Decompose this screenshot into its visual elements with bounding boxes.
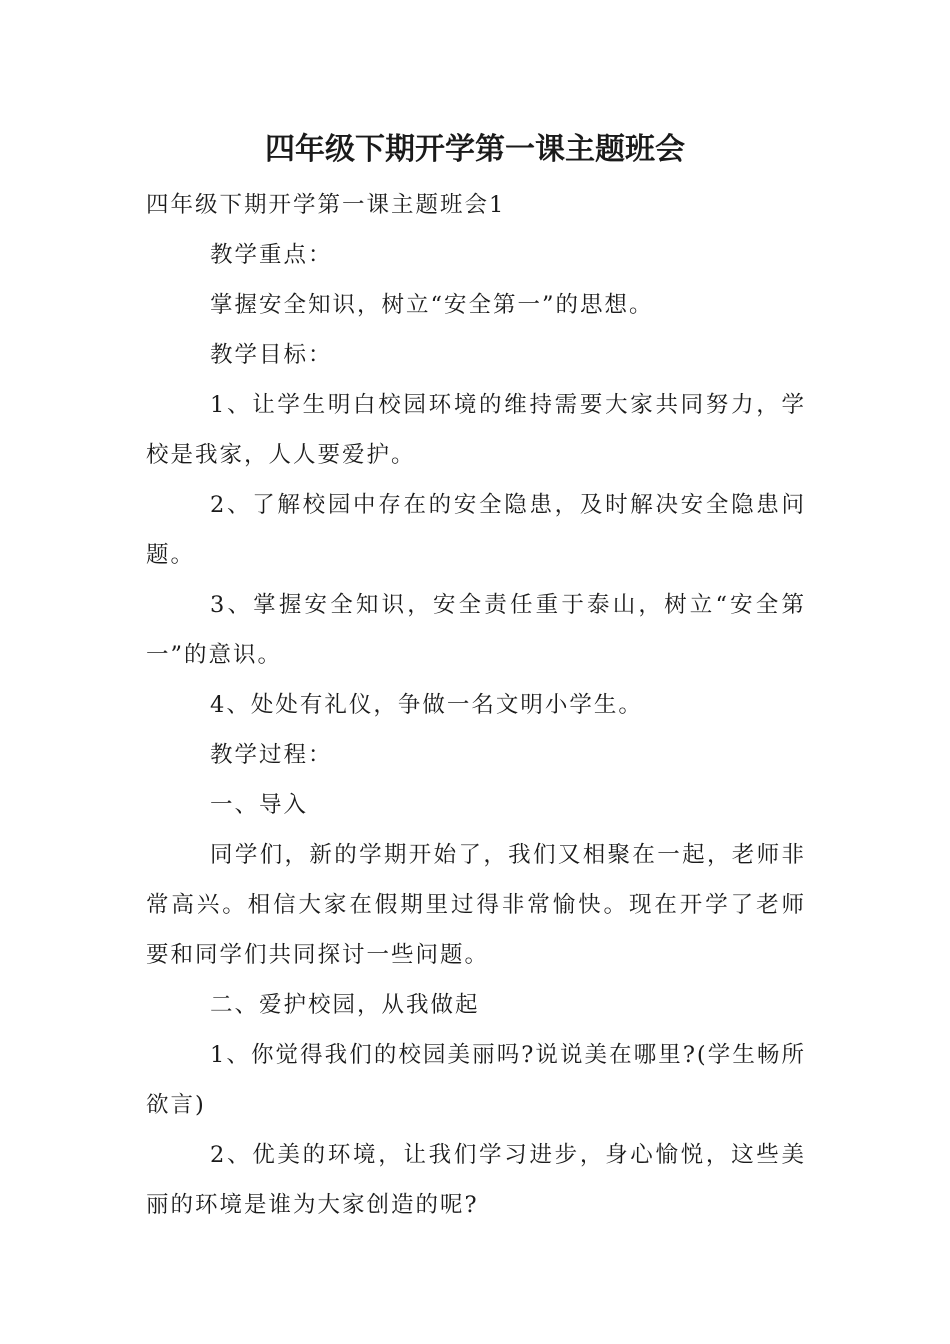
paragraph-goal-1: 1、让学生明白校园环境的维持需要大家共同努力，学校是我家，人人要爱护。 <box>146 392 806 468</box>
paragraph-goal-3: 3、掌握安全知识，安全责任重于泰山，树立“安全第一”的意识。 <box>146 592 806 668</box>
paragraph-teaching-focus-label: 教学重点： <box>210 242 333 268</box>
paragraph-goal-4: 4、处处有礼仪，争做一名文明小学生。 <box>210 692 643 718</box>
paragraph-question-1: 1、你觉得我们的校园美丽吗?说说美在哪里?(学生畅所欲言) <box>146 1042 806 1118</box>
paragraph-teaching-focus: 掌握安全知识，树立“安全第一”的思想。 <box>210 292 654 318</box>
paragraph-teaching-goals-label: 教学目标： <box>210 342 333 368</box>
paragraph-section-two: 二、爱护校园，从我做起 <box>210 992 480 1018</box>
paragraph-goal-2: 2、了解校园中存在的安全隐患，及时解决安全隐患问题。 <box>146 492 806 568</box>
paragraph-intro-text: 同学们，新的学期开始了，我们又相聚在一起，老师非常高兴。相信大家在假期里过得非常愉快。现在开学了老师要和同学们共同探讨一些问题。 <box>146 842 806 968</box>
document-body <box>146 180 806 1230</box>
paragraph-teaching-process-label: 教学过程： <box>210 742 333 768</box>
paragraph-question-2: 2、优美的环境，让我们学习进步，身心愉悦，这些美丽的环境是谁为大家创造的呢? <box>146 1142 806 1218</box>
section-heading: 四年级下期开学第一课主题班会1 <box>146 192 506 218</box>
document-title: 四年级下期开学第一课主题班会 <box>265 132 685 167</box>
paragraph-section-intro: 一、导入 <box>210 792 309 818</box>
